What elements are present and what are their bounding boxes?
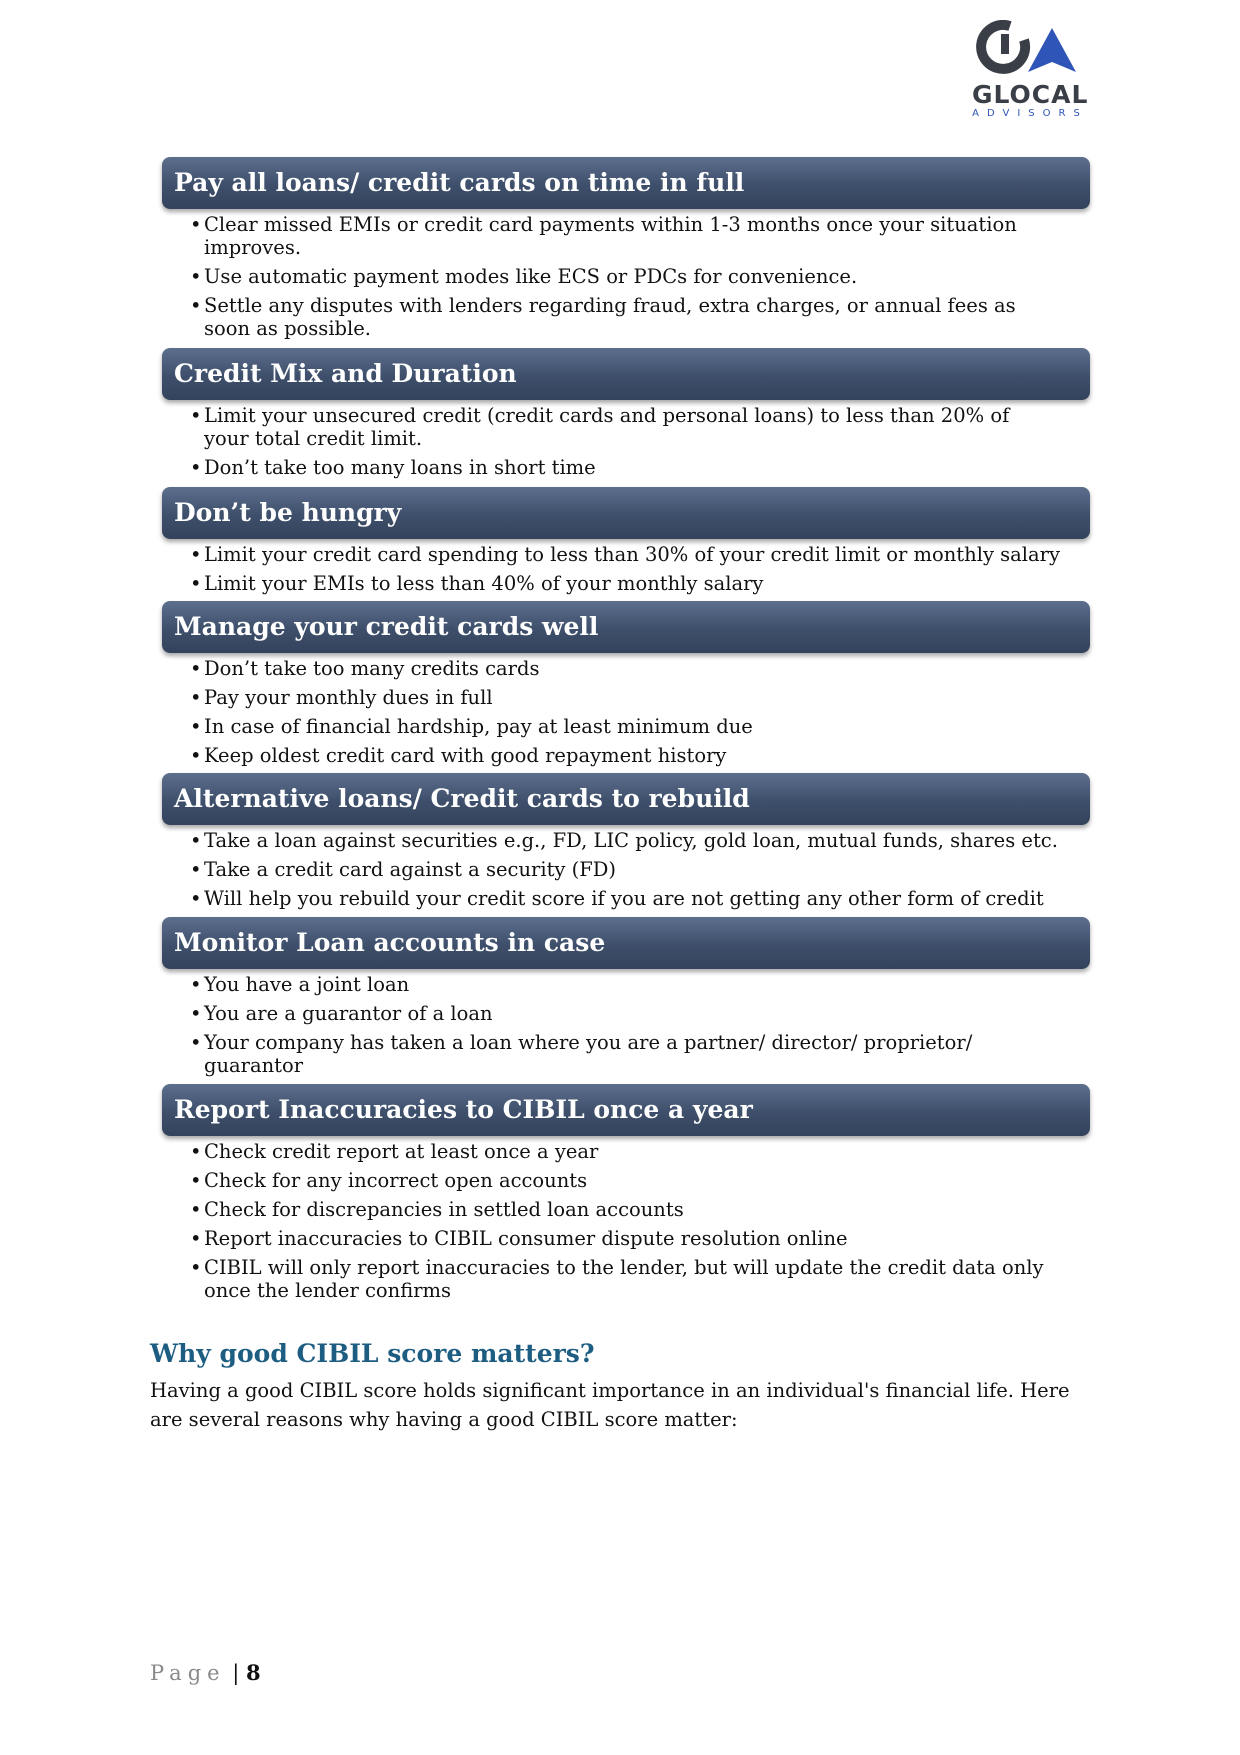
list-item: • Check credit report at least once a year — [190, 1140, 1060, 1163]
list-item: • Your company has taken a loan where you are a partner/ director/ proprietor/ guarantor — [190, 1031, 1060, 1077]
list-item: • Settle any disputes with lenders regarding fraud, extra charges, or annual fees as soon as possible. — [190, 294, 1060, 340]
why-heading: Why good CIBIL score matters? — [150, 1339, 595, 1368]
list-item: • You have a joint loan — [190, 973, 1060, 996]
section-dont-be-hungry — [162, 487, 1090, 601]
section-manage-credit-cards — [162, 601, 1090, 773]
logo-wordmark: GLOCAL — [972, 80, 1089, 109]
section-title: Credit Mix and Duration — [162, 348, 1090, 400]
section-title: Alternative loans/ Credit cards to rebuild — [162, 773, 1090, 825]
list-item: • Limit your unsecured credit (credit cards and personal loans) to less than 20% of your total credit limit. — [190, 404, 1060, 450]
bullet-list — [162, 829, 1090, 910]
section-credit-mix — [162, 348, 1090, 485]
page-footer — [150, 1660, 261, 1685]
page-label: Page — [150, 1661, 226, 1685]
section-title: Manage your credit cards well — [162, 601, 1090, 653]
list-item: • Don’t take too many credits cards — [190, 657, 1060, 680]
list-item: • Use automatic payment modes like ECS or PDCs for convenience. — [190, 265, 1060, 288]
page-number: 8 — [246, 1660, 261, 1685]
section-pay-on-time — [162, 157, 1090, 346]
section-title: Don’t be hungry — [162, 487, 1090, 539]
bullet-list — [162, 657, 1090, 767]
section-monitor-loans — [162, 917, 1090, 1083]
list-item: • Take a credit card against a security (FD) — [190, 858, 1060, 881]
logo-subtitle: ADVISORS — [972, 108, 1088, 119]
list-item: • Clear missed EMIs or credit card payments within 1-3 months once your situation improves. — [190, 213, 1060, 259]
list-item: • Pay your monthly dues in full — [190, 686, 1060, 709]
section-title: Report Inaccuracies to CIBIL once a year — [162, 1084, 1090, 1136]
list-item: • Don’t take too many loans in short time — [190, 456, 1060, 479]
section-title: Monitor Loan accounts in case — [162, 917, 1090, 969]
list-item: • Limit your credit card spending to less than 30% of your credit limit or monthly salary — [190, 543, 1060, 566]
list-item: • You are a guarantor of a loan — [190, 1002, 1060, 1025]
list-item: • In case of financial hardship, pay at least minimum due — [190, 715, 1060, 738]
section-report-inaccuracies — [162, 1084, 1090, 1308]
why-paragraph: Having a good CIBIL score holds significant importance in an individual's financial life. Here are several reasons why having a good CIBIL score matter: — [150, 1379, 1070, 1431]
bullet-list — [162, 1140, 1090, 1302]
list-item: • Take a loan against securities e.g., FD, LIC policy, gold loan, mutual funds, shares etc. — [190, 829, 1060, 852]
bullet-list — [162, 973, 1090, 1077]
list-item: • Check for discrepancies in settled loan accounts — [190, 1198, 1060, 1221]
list-item: • CIBIL will only report inaccuracies to the lender, but will update the credit data only once the lender confirms — [190, 1256, 1060, 1302]
list-item: • Report inaccuracies to CIBIL consumer dispute resolution online — [190, 1227, 1060, 1250]
list-item: • Check for any incorrect open accounts — [190, 1169, 1060, 1192]
list-item: • Will help you rebuild your credit score if you are not getting any other form of credit — [190, 887, 1060, 910]
bullet-list — [162, 213, 1090, 340]
page-separator: | — [232, 1661, 240, 1685]
bullet-list — [162, 404, 1090, 479]
section-alternative-loans — [162, 773, 1090, 916]
section-title: Pay all loans/ credit cards on time in full — [162, 157, 1090, 209]
bullet-list — [162, 543, 1090, 595]
list-item: • Keep oldest credit card with good repayment history — [190, 744, 1060, 767]
list-item: • Limit your EMIs to less than 40% of your monthly salary — [190, 572, 1060, 595]
